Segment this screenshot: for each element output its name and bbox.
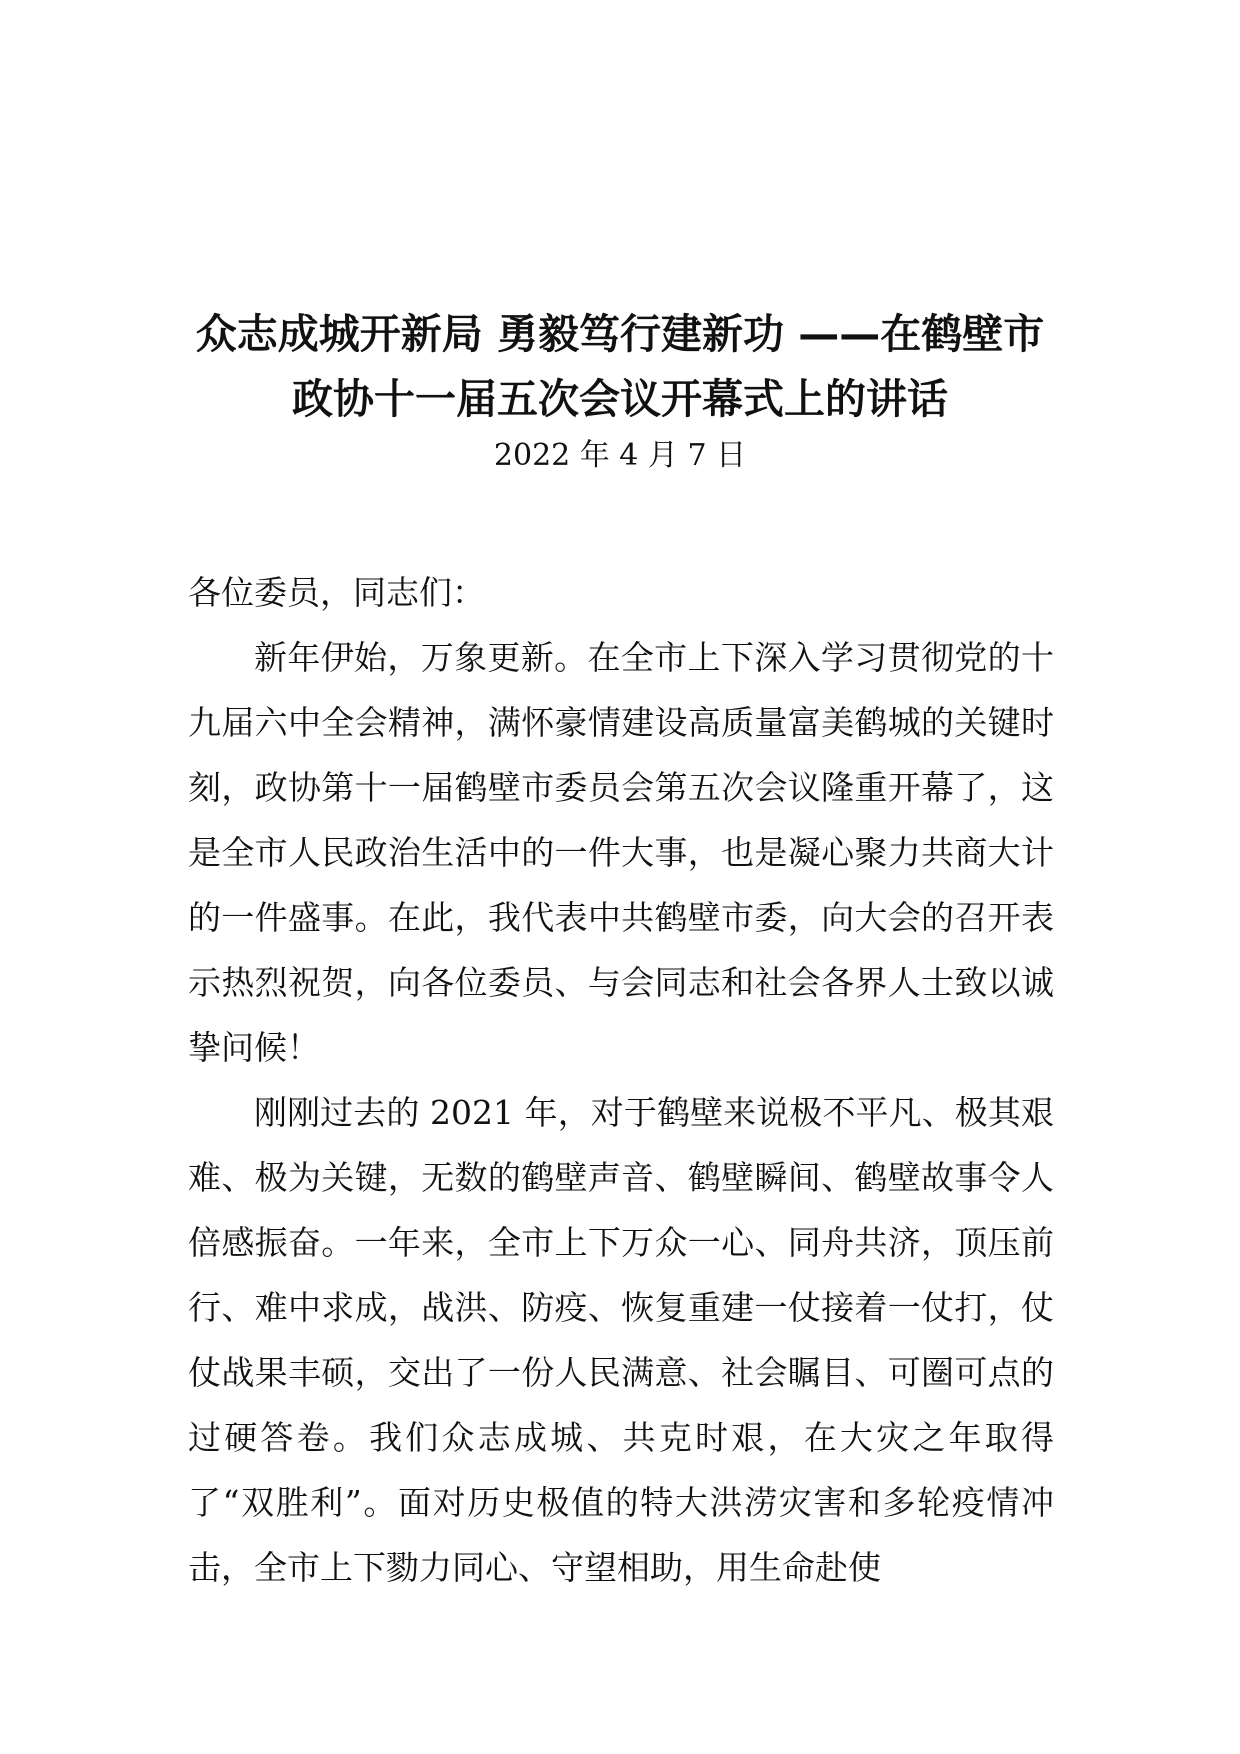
paragraph: 刚刚过去的 2021 年，对于鹤壁来说极不平凡、极其艰难、极为关键，无数的鹤壁声音、鹤壁瞬间、鹤壁故事令人倍感振奋。一年来，全市上下万众一心、同舟共济，顶压前行、难中求成，战洪、防疫、恢复重建一仗接着一仗打，仗仗战果丰硕，交出了一份人民满意、社会瞩目、可圈可点的过硬答卷。我们众志成城、共克时艰，在大灾之年取得了“双胜利”。面对历史极值的特大洪涝灾害和多轮疫情冲击，全市上下勠力同心、守望相助，用生命赴使 [188, 1093, 1054, 1587]
document-date: 2022 年 4 月 7 日 [493, 438, 747, 473]
document-body [188, 560, 1054, 1600]
document-title: 众志成城开新局 勇毅笃行建新功 ——在鹤壁市政协十一届五次会议开幕式上的讲话 [195, 310, 1045, 423]
paragraph: 新年伊始，万象更新。在全市上下深入学习贯彻党的十九届六中全会精神，满怀豪情建设高质量富美鹤城的关键时刻，政协第十一届鹤壁市委员会第五次会议隆重开幕了，这是全市人民政治生活中的一件大事，也是凝心聚力共商大计的一件盛事。在此，我代表中共鹤壁市委，向大会的召开表示热烈祝贺，向各位委员、与会同志和社会各界人士致以诚挚问候！ [188, 638, 1054, 1067]
salutation: 各位委员，同志们： [188, 573, 485, 612]
